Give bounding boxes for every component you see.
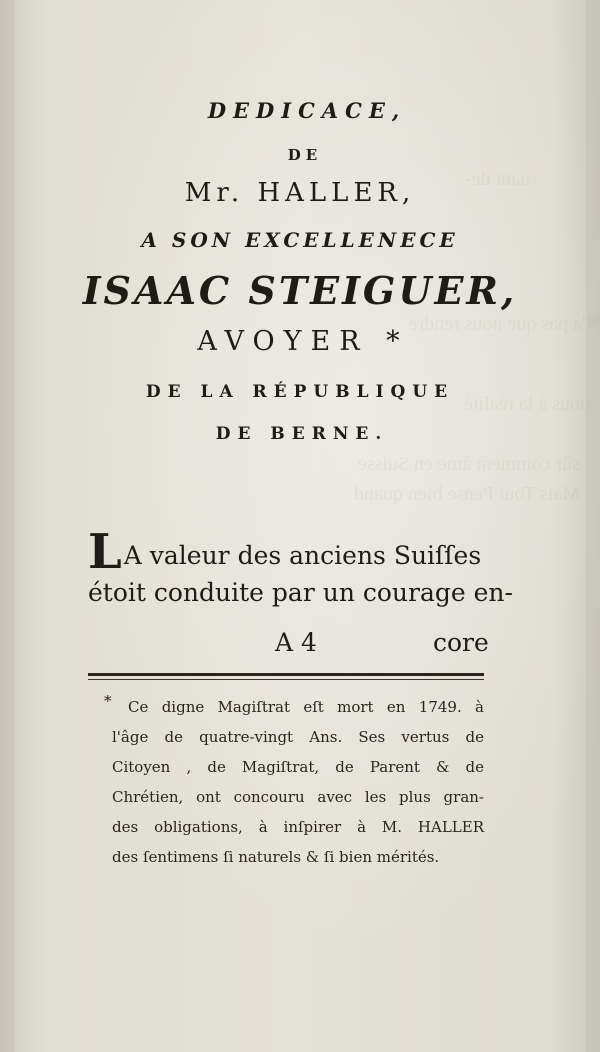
footnote-text: Chrétien, ont concouru avec les plus gran- bbox=[112, 788, 484, 806]
drop-cap: L bbox=[88, 524, 122, 580]
footnote-line bbox=[112, 842, 484, 872]
svg-text:sûr comment âme en Suisse: sûr comment âme en Suisse bbox=[357, 453, 580, 475]
office-title: AVOYER * bbox=[197, 326, 409, 357]
footnote-line bbox=[112, 722, 484, 752]
signature-mark: A 4 bbox=[275, 628, 317, 657]
de-line: DE bbox=[287, 146, 323, 164]
footnote-text: des ſentimens ſi naturels & ſi bien mérités. bbox=[112, 848, 440, 866]
catchword: core bbox=[433, 628, 489, 657]
footnote-text: des obligations, à inſpirer à M. HALLER bbox=[112, 818, 484, 836]
body-line-1 bbox=[88, 524, 488, 580]
footnote-line bbox=[112, 752, 484, 782]
republic-line: DE LA RÉPUBLIQUE bbox=[145, 382, 455, 402]
svg-text:Mais Tout Pense bien quand: Mais Tout Pense bien quand bbox=[354, 483, 580, 505]
dedication-heading: DEDICACE, bbox=[207, 98, 407, 123]
addressee-name: ISAAC STEIGUER, bbox=[82, 268, 518, 313]
addressee-title: A SON EXCELLENECE bbox=[141, 228, 459, 252]
footnote-rule-thin bbox=[88, 679, 484, 680]
svg-text:N'a pas que nous rendre: N'a pas que nous rendre bbox=[408, 313, 600, 335]
body-line-2 bbox=[88, 578, 513, 607]
city-line: DE BERNE. bbox=[215, 424, 389, 444]
svg-text:nous à la réalité: nous à la réalité bbox=[463, 393, 590, 415]
footnote-line bbox=[112, 782, 484, 812]
footnote-text: Ce digne Magiſtrat eſt mort en 1749. à bbox=[128, 698, 484, 716]
body-line-2-text: étoit conduite par un courage en- bbox=[88, 578, 513, 607]
footnote-line bbox=[112, 812, 484, 842]
footnote-marker: * bbox=[104, 692, 112, 710]
footnote-text: l'âge de quatre-vingt Ans. Ses vertus de bbox=[112, 728, 484, 746]
footnote-text: Citoyen , de Magiſtrat, de Parent & de bbox=[112, 758, 484, 776]
footnote-rule bbox=[88, 673, 484, 676]
footnote-line bbox=[104, 692, 484, 722]
author-name: Mr. HALLER, bbox=[184, 178, 416, 208]
svg-text:uant de-: uant de- bbox=[465, 168, 530, 190]
body-line-1-text: A valeur des anciens Suiſſes bbox=[123, 541, 482, 570]
